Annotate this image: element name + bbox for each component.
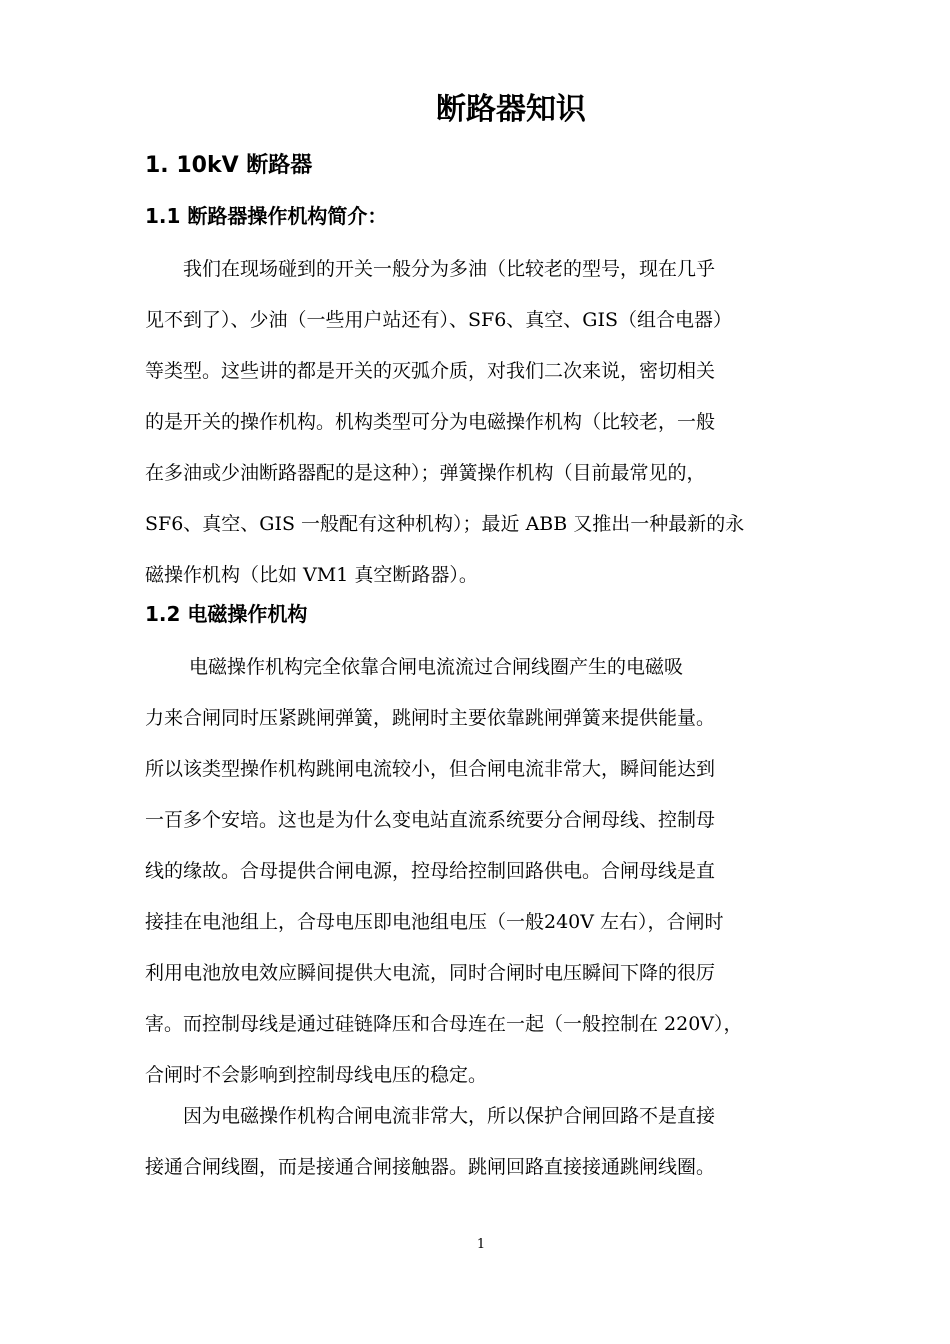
text-line: 接通合闸线圈，而是接通合闸接触器。跳闸回路直接接通跳闸线圈。 [145, 1156, 716, 1178]
text-line: 等类型。这些讲的都是开关的灭弧介质，对我们二次来说，密切相关 [145, 360, 716, 382]
section-heading-10kv-breaker: 1. 10kV 断路器 [145, 153, 313, 178]
text-line: SF6、真空、GIS 一般配有这种机构）；最近 ABB 又推出一种最新的永 [145, 513, 745, 535]
text-line: 因为电磁操作机构合闸电流非常大，所以保护合闸回路不是直接 [145, 1105, 716, 1127]
paragraph-mechanism-intro [145, 244, 825, 601]
text-line: 电磁操作机构完全依靠合闸电流流过合闸线圈产生的电磁吸 [145, 656, 684, 678]
text-line: 我们在现场碰到的开关一般分为多油（比较老的型号，现在几乎 [145, 258, 716, 280]
paragraph-closing-circuit [145, 1091, 825, 1193]
text-line: 见不到了）、少油（一些用户站还有）、SF6、真空、GIS（组合电器） [145, 309, 732, 331]
document-title: 断路器知识 [436, 92, 586, 127]
text-line: 利用电池放电效应瞬间提供大电流，同时合闸时电压瞬间下降的很厉 [145, 962, 716, 984]
text-line: 磁操作机构（比如 VM1 真空断路器）。 [145, 564, 478, 586]
text-line: 线的缘故。合母提供合闸电源，控母给控制回路供电。合闸母线是直 [145, 860, 716, 882]
page-number: 1 [476, 1237, 486, 1252]
paragraph-electromagnetic-mechanism [145, 642, 825, 1101]
text-line: 的是开关的操作机构。机构类型可分为电磁操作机构（比较老，一般 [145, 411, 716, 433]
section-heading-operating-mechanism-intro: 1.1 断路器操作机构简介： [145, 204, 388, 228]
text-line: 接挂在电池组上，合母电压即电池组电压（一般240V 左右），合闸时 [145, 911, 724, 933]
text-line: 合闸时不会影响到控制母线电压的稳定。 [145, 1064, 488, 1086]
text-line: 害。而控制母线是通过硅链降压和合母连在一起（一般控制在 220V）， [145, 1013, 743, 1035]
text-line: 力来合闸同时压紧跳闸弹簧，跳闸时主要依靠跳闸弹簧来提供能量。 [145, 707, 716, 729]
text-line: 所以该类型操作机构跳闸电流较小，但合闸电流非常大，瞬间能达到 [145, 758, 716, 780]
text-line: 在多油或少油断路器配的是这种）；弹簧操作机构（目前最常见的， [145, 462, 706, 484]
text-line: 一百多个安培。这也是为什么变电站直流系统要分合闸母线、控制母 [145, 809, 716, 831]
section-heading-electromagnetic-mechanism: 1.2 电磁操作机构 [145, 602, 308, 626]
